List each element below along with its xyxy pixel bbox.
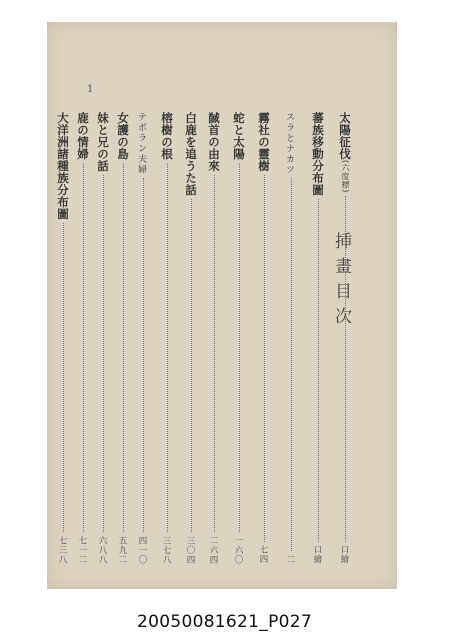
toc-entry-title: 太陽征伐(六度標) xyxy=(338,112,352,193)
dot-leader xyxy=(143,178,144,532)
toc-entry-page: 七一二 xyxy=(77,535,87,564)
toc-entry-subtitle: (六度標) xyxy=(341,160,350,193)
toc-entry-page: 三七八 xyxy=(161,535,171,564)
image-caption: 20050081621_P027 xyxy=(137,612,312,632)
toc-entry xyxy=(310,112,327,564)
toc-entry xyxy=(75,112,92,564)
toc-entry xyxy=(115,112,132,564)
dot-leader xyxy=(345,196,346,542)
dot-leader xyxy=(191,199,192,532)
toc-entry-title: 鹿の情婦 xyxy=(76,112,90,160)
toc-entry-page: 四一〇 xyxy=(137,535,147,564)
toc-entry xyxy=(206,112,223,564)
toc-entry-title: スラとナカツ xyxy=(284,112,294,175)
toc-entry-title: 妹と兄の話 xyxy=(96,112,110,172)
toc-entry xyxy=(95,112,112,564)
toc-entry-page: 五九二 xyxy=(117,535,127,564)
toc-entry xyxy=(55,112,72,564)
page-number: 1 xyxy=(87,84,94,95)
toc-entry xyxy=(337,112,354,564)
toc-entry-title: 蕃族移動分布圖 xyxy=(311,112,325,196)
book-page xyxy=(47,22,397,589)
dot-leader xyxy=(63,223,64,532)
dot-leader xyxy=(318,199,319,542)
toc-entry-title: 榕樹の根 xyxy=(160,112,174,160)
toc-entry-page: 七四 xyxy=(258,545,268,564)
toc-entry-page: 二 xyxy=(285,554,295,564)
toc-entry xyxy=(283,112,300,564)
toc-entry-page: 六八八 xyxy=(97,535,107,564)
toc-entry xyxy=(231,112,248,564)
toc-entry-page: 二六四 xyxy=(208,535,218,564)
toc-title: 挿畫目次 xyxy=(331,232,351,332)
dot-leader xyxy=(214,175,215,532)
toc-entry-page: 七三八 xyxy=(57,535,67,564)
toc-entry-title: 霧社の靈樹 xyxy=(257,112,271,172)
toc-entry xyxy=(135,112,152,564)
toc-entry-page: 三〇四 xyxy=(185,535,195,564)
toc-entry xyxy=(256,112,273,564)
dot-leader xyxy=(167,163,168,532)
toc-entry-title: 白鹿を追うた話 xyxy=(184,112,198,196)
toc-entry-title: 大洋洲諸種族分布圖 xyxy=(56,112,70,220)
dot-leader xyxy=(83,163,84,532)
toc-entry-title: 女護の島 xyxy=(116,112,130,160)
toc-entry xyxy=(183,112,200,564)
dot-leader xyxy=(264,175,265,542)
dot-leader xyxy=(123,163,124,532)
toc-entry-page: 一六〇 xyxy=(233,535,243,564)
toc-entry-title: 馘首の由來 xyxy=(207,112,221,172)
dot-leader xyxy=(291,178,292,551)
toc-entry-title: 蛇と太陽 xyxy=(232,112,246,160)
toc-entry-title: テボラン夫婦 xyxy=(136,112,146,175)
toc-entry xyxy=(159,112,176,564)
toc-entry-page: 口繪 xyxy=(312,545,322,564)
dot-leader xyxy=(103,175,104,532)
dot-leader xyxy=(239,163,240,532)
toc-entry-page: 口繪 xyxy=(339,545,349,564)
